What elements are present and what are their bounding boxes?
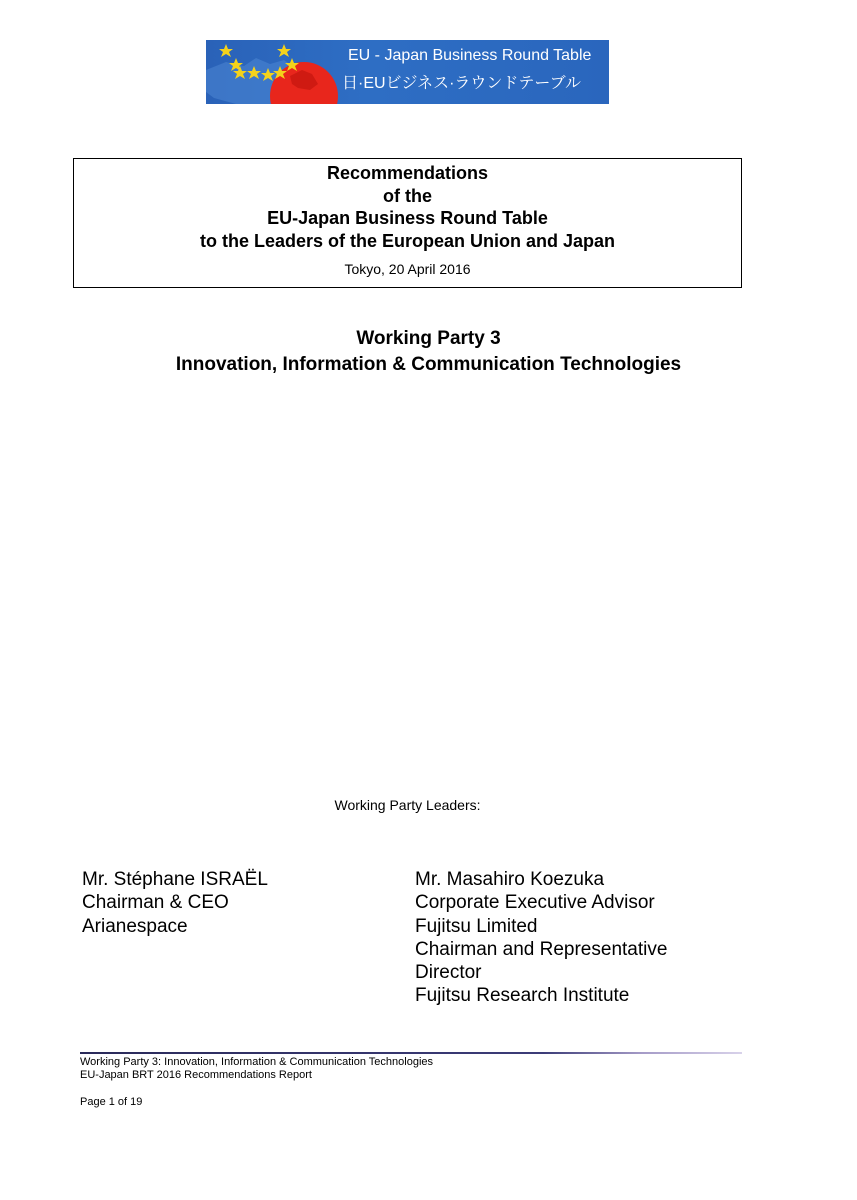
leader-title: Chairman and Representative [415,938,668,960]
title-line: of the [383,185,432,206]
title-line: EU-Japan Business Round Table [267,208,548,228]
page-footer [80,1056,433,1082]
title-box [73,158,742,288]
leader-left [82,868,268,938]
working-party-heading [0,326,857,378]
working-party-number: Working Party 3 [356,328,501,349]
leader-name: Mr. Masahiro Koezuka [415,869,605,890]
footer-divider [80,1052,742,1054]
title-line: Recommendations [326,163,489,183]
leader-company: Arianespace [82,915,188,937]
footer-line: Working Party 3: Innovation, Information & Communication Technologies [80,1056,433,1068]
leader-right [415,868,667,1008]
eu-japan-brt-logo [206,40,609,104]
title-line: to the Leaders of the European Union and Japan [199,230,616,251]
page-number: Page 1 of 19 [80,1096,143,1108]
leader-title: Chairman & CEO [82,892,229,914]
leader-company: Fujitsu Limited [415,915,538,937]
leader-company: Fujitsu Research Institute [415,985,630,1007]
footer-line: EU-Japan BRT 2016 Recommendations Report [80,1069,312,1081]
title-heading [74,162,741,252]
star-icon [219,44,233,57]
leader-title: Corporate Executive Advisor [415,892,655,914]
working-party-topic: Innovation, Information & Communication Technologies [175,354,682,375]
logo-title-japanese: 日·EUビジネス·ラウンドテーブル [342,75,581,92]
leader-name: Mr. Stéphane ISRAËL [82,869,268,890]
leader-title: Director [415,962,482,984]
leaders-label: Working Party Leaders: [334,797,481,813]
title-date: Tokyo, 20 April 2016 [344,261,471,277]
star-icon [277,44,291,57]
logo-title-english: EU - Japan Business Round Table [348,47,592,64]
